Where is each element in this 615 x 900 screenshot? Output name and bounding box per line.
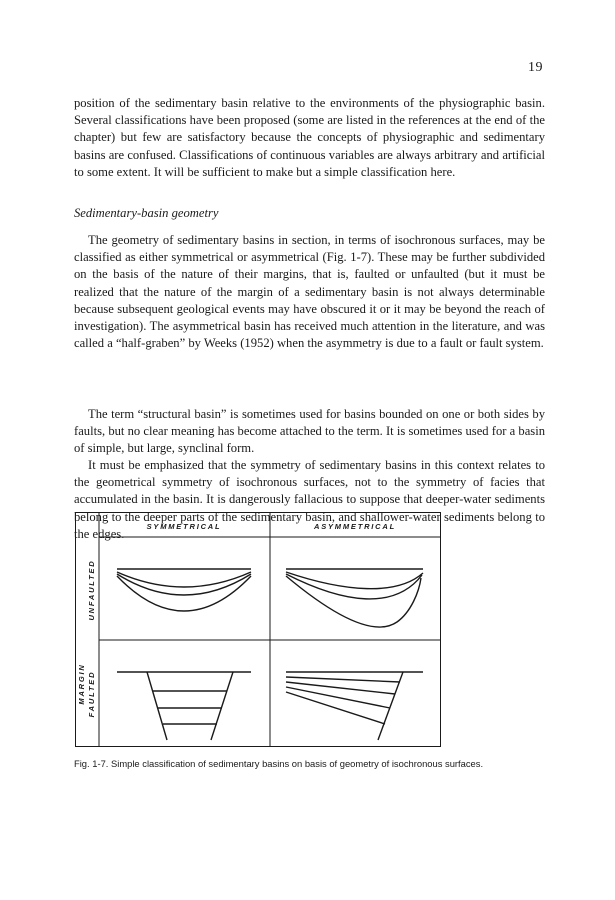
figure-caption: Fig. 1-7. Simple classification of sedimentary basins on basis of geometry of isochronous surfaces.: [74, 758, 484, 769]
figure-1-7: [75, 512, 441, 747]
isochronous-surface: [286, 682, 395, 694]
asymmetrical-faulted-basin: [286, 672, 423, 740]
paragraph-4-text: It must be emphasized that the symmetry of sedimentary basins in this context relates to the geometrical symmetry of isochronous surfaces, not to the symmetry of facies that accumulated in the basin. It is dangerously fallacious to suppose that deeper-water sediments belong to the deeper parts of the sedimentary basin, and shallower-water sediments belong to the edges.: [74, 458, 545, 541]
page-number: 19: [528, 60, 543, 75]
paragraph-2: [74, 232, 545, 352]
isochronous-surface: [286, 677, 400, 682]
symmetrical-unfaulted-basin: [117, 569, 251, 611]
column-header-asymmetrical: ASYMMETRICAL: [313, 522, 397, 531]
asymmetrical-unfaulted-basin: [286, 569, 423, 627]
fault-left: [147, 672, 167, 740]
paragraph-3-text: The term “structural basin” is sometimes used for basins bounded on one or both sides by faults, but no clear meaning has become attached to the term. It is sometimes used for a basin of simple, but large, synclinal form.: [74, 407, 545, 456]
symmetrical-faulted-basin: [117, 672, 251, 740]
isochronous-surface: [117, 574, 251, 595]
isochronous-surface: [117, 576, 251, 611]
paragraph-2-text: The geometry of sedimentary basins in section, in terms of isochronous surfaces, may be classified as either symmetrical or asymmetrical (Fig. 1-7). These may be further subdivided on the basis of the nature of their margins, that is, faulted or unfaulted (but it must be realized that the nature of the margin of a sedimentary basin is not always determinable because subsequent geological events may have obscured it or it may be beyond the reach of investigation). The asymmetrical basin has received much attention in the literature, and was called a “half-graben” by Weeks (1952) when the asymmetry is due to a fault or fault system.: [74, 233, 545, 351]
paragraph-3: [74, 406, 545, 458]
row-label-faulted: FAULTED: [87, 670, 96, 718]
section-heading: Sedimentary-basin geometry: [74, 206, 219, 220]
basin-classification-diagram: [75, 512, 441, 747]
paragraph-1-text: position of the sedimentary basin relative to the environments of the physiographic basin. Several classifications have been proposed (some are listed in the references at the end of the chapter) but few are satisfactory because the concepts of physiographic and sedimentary basins are confused. Classifications of continuous variables are always arbitrary and artificial to some extent. It will be sufficient to make but a simple classification here.: [74, 96, 545, 179]
isochronous-surface: [286, 572, 423, 589]
paragraph-1: [74, 95, 545, 181]
figure-frame: [76, 513, 441, 747]
row-label-unfaulted: UNFAULTED: [87, 559, 96, 621]
fault-right: [211, 672, 233, 740]
column-header-symmetrical: SYMMETRICAL: [146, 522, 222, 531]
row-group-label-margin: MARGIN: [77, 663, 86, 705]
